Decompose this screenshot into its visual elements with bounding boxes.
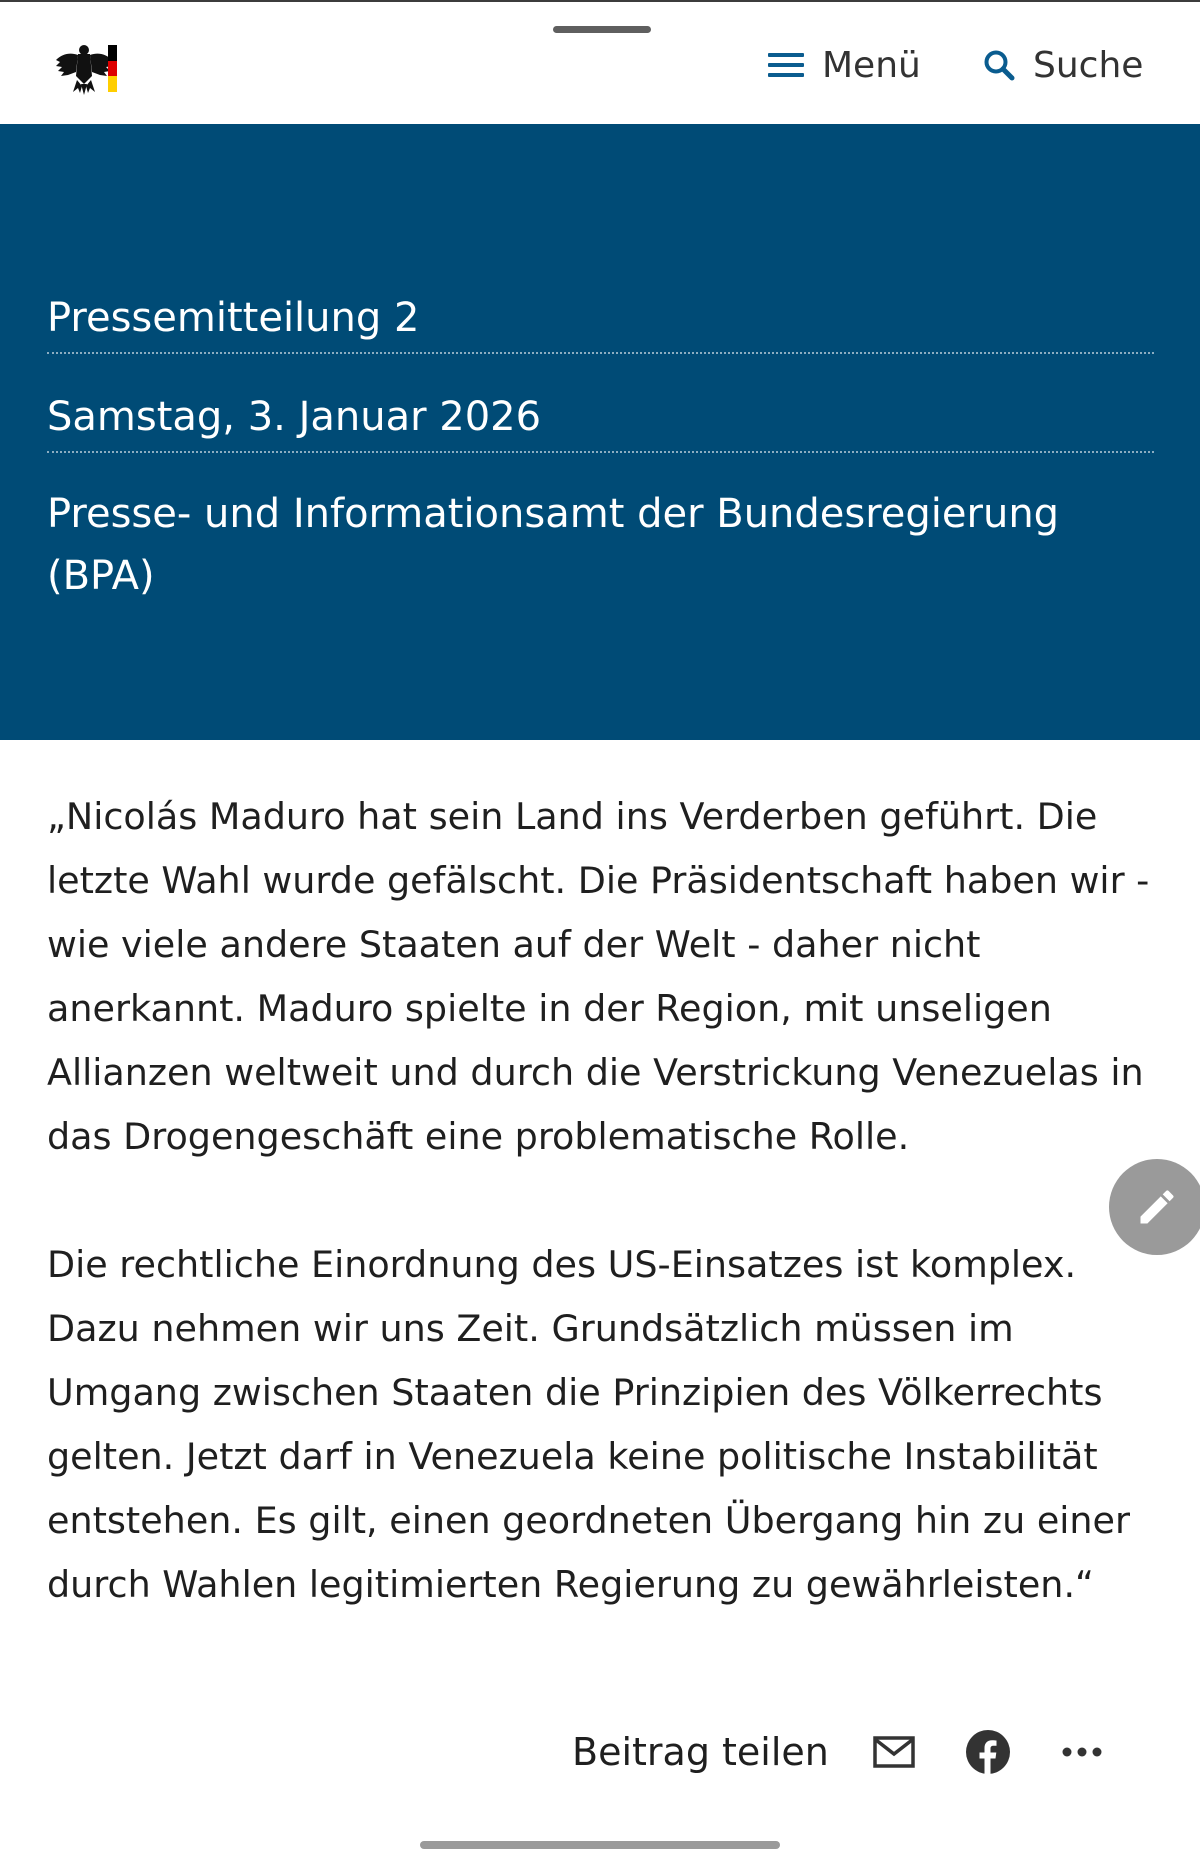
facebook-icon [965, 1729, 1011, 1775]
menu-button[interactable] [768, 40, 921, 90]
share-label: Beitrag teilen [572, 1730, 829, 1774]
press-release-date: Samstag, 3. Januar 2026 [47, 386, 1154, 453]
menu-label: Menü [822, 44, 921, 86]
search-icon [983, 49, 1015, 81]
article-paragraph: „Nicolás Maduro hat sein Land ins Verderben geführt. Die letzte Wahl wurde gefälscht. Die Präsidentschaft haben wir - wie viele andere Staaten auf der Welt - daher nicht anerkannt. Maduro spielte in der Region, mit unseligen Allianzen weltweit und durch die Verstrickung Venezuelas in das Drogengeschäft eine problematische Rolle. [47, 795, 1150, 1158]
facebook-share-button[interactable] [965, 1729, 1011, 1775]
german-flag [108, 45, 117, 92]
share-bar [572, 1720, 1103, 1784]
article-paragraph: Die rechtliche Einordnung des US-Einsatzes ist komplex. Dazu nehmen wir uns Zeit. Grundsätzlich müssen im Umgang zwischen Staaten die Prinzipien des Völkerrechts gelten. Jetzt darf in Venezuela keine politische Instabilität entstehen. Es gilt, einen geordneten Übergang hin zu einer durch Wahlen legitimierten Regierung zu gewährleisten.“ [47, 1243, 1131, 1606]
search-label: Suche [1033, 44, 1144, 86]
site-header [0, 0, 1200, 124]
more-icon [1061, 1745, 1103, 1759]
flag-stripe-red [108, 61, 117, 77]
home-indicator[interactable] [420, 1841, 780, 1849]
edit-button[interactable] [1109, 1159, 1200, 1255]
mail-share-button[interactable] [873, 1736, 915, 1768]
flag-stripe-black [108, 45, 117, 61]
pencil-icon [1135, 1185, 1179, 1229]
article-body [47, 785, 1157, 1617]
more-share-button[interactable] [1061, 1745, 1103, 1759]
drag-handle[interactable] [553, 26, 651, 33]
hamburger-icon [768, 51, 804, 79]
press-release-title: Pressemitteilung 2 [47, 287, 1154, 354]
press-release-publisher: Presse- und Informationsamt der Bundesregierung (BPA) [47, 491, 1060, 599]
search-button[interactable] [983, 40, 1143, 90]
press-release-header [0, 124, 1200, 740]
mail-icon [873, 1736, 915, 1768]
flag-stripe-gold [108, 76, 117, 92]
